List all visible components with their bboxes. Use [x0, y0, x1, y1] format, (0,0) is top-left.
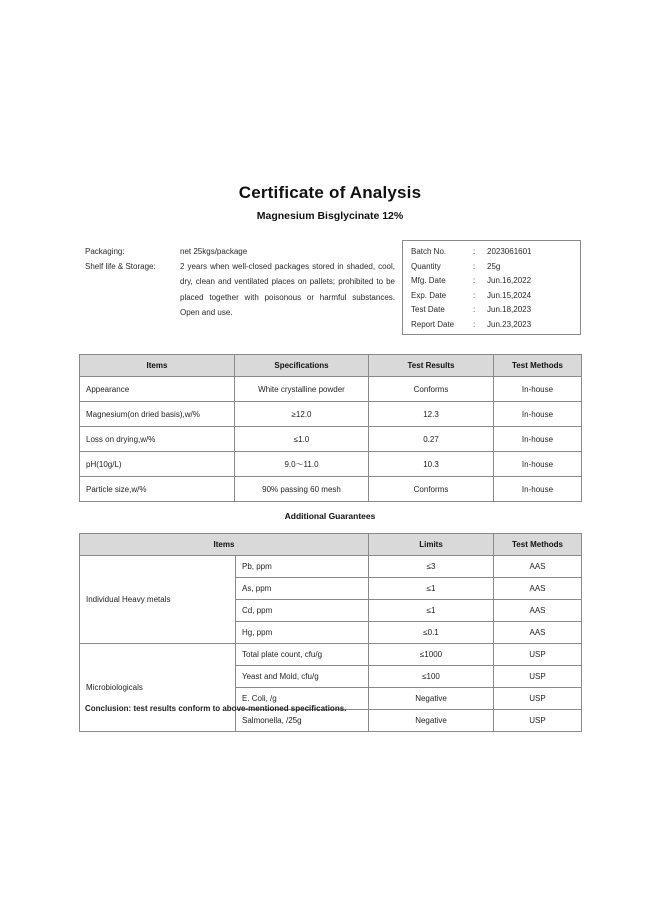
cell-item: pH(10g/L) — [80, 452, 235, 477]
cell-specification: White crystalline powder — [235, 377, 369, 402]
table-row — [80, 377, 582, 402]
batch-info-colon: : — [473, 261, 476, 271]
cell-item: Particle size,w/% — [80, 477, 235, 502]
table-row — [80, 452, 582, 477]
batch-info-box — [402, 240, 581, 335]
column-header-items: Items — [80, 534, 369, 556]
cell-group-name: Individual Heavy metals — [80, 556, 236, 644]
cell-test-method: AAS — [494, 578, 582, 600]
batch-info-row — [411, 303, 580, 318]
column-header-specifications: Specifications — [235, 355, 369, 377]
cell-limit: Negative — [369, 710, 494, 732]
batch-info-value: Jun.16,2022 — [487, 276, 532, 286]
cell-item: Salmonella, /25g — [236, 710, 369, 732]
cell-specification: 90% passing 60 mesh — [235, 477, 369, 502]
column-header-test-methods: Test Methods — [494, 534, 582, 556]
cell-specification: ≤1.0 — [235, 427, 369, 452]
cell-test-method: AAS — [494, 622, 582, 644]
cell-limit: ≤1 — [369, 600, 494, 622]
cell-item: Hg, ppm — [236, 622, 369, 644]
batch-info-colon: : — [473, 290, 476, 300]
batch-info-value: Jun.23,2023 — [487, 319, 532, 329]
cell-test-result: 10.3 — [369, 452, 494, 477]
cell-limit: ≤0.1 — [369, 622, 494, 644]
batch-info-colon: : — [473, 305, 476, 315]
shelf-life-value: 2 years when well-closed packages stored in shaded, cool, dry, clean and ventilated places on pallets; prohibited to be placed together with poisonous or harmful substances. Open and use. — [180, 262, 395, 317]
cell-limit: ≤100 — [369, 666, 494, 688]
batch-info-row — [411, 274, 580, 289]
cell-limit: ≤1 — [369, 578, 494, 600]
product-name-subtitle: Magnesium Bisglycinate 12% — [256, 210, 404, 222]
cell-group-name: Microbiologicals — [80, 644, 236, 732]
packaging-info-block — [85, 244, 395, 320]
packaging-value: net 25kgs/package — [180, 247, 248, 256]
batch-info-key: Report Date — [411, 319, 455, 329]
cell-test-method: USP — [494, 666, 582, 688]
cell-item: Pb, ppm — [236, 556, 369, 578]
cell-item: Yeast and Mold, cfu/g — [236, 666, 369, 688]
cell-test-method: USP — [494, 688, 582, 710]
column-header-items: Items — [80, 355, 235, 377]
cell-test-method: AAS — [494, 556, 582, 578]
cell-limit: ≤1000 — [369, 644, 494, 666]
cell-test-method: USP — [494, 644, 582, 666]
batch-info-value: 25g — [487, 261, 501, 271]
column-header-limits: Limits — [369, 534, 494, 556]
page-title: Certificate of Analysis — [238, 183, 422, 202]
cell-item: Cd, ppm — [236, 600, 369, 622]
table-row — [80, 402, 582, 427]
table-row — [80, 477, 582, 502]
batch-info-key: Exp. Date — [411, 290, 447, 300]
table-row — [80, 556, 582, 578]
cell-test-method: USP — [494, 710, 582, 732]
cell-limit: Negative — [369, 688, 494, 710]
table-header-row — [80, 355, 582, 377]
cell-specification: ≥12.0 — [235, 402, 369, 427]
column-header-test-results: Test Results — [369, 355, 494, 377]
batch-info-row — [411, 289, 580, 304]
cell-test-method: In-house — [494, 477, 582, 502]
cell-test-method: In-house — [494, 402, 582, 427]
cell-limit: ≤3 — [369, 556, 494, 578]
cell-test-result: 0.27 — [369, 427, 494, 452]
shelf-life-row — [85, 259, 395, 320]
batch-info-key: Mfg. Date — [411, 276, 446, 286]
additional-guarantees-table — [79, 533, 582, 732]
batch-info-colon: : — [473, 319, 476, 329]
batch-info-value: 2023061601 — [487, 247, 532, 256]
batch-info-colon: : — [473, 247, 476, 256]
batch-info-value: Jun.18,2023 — [487, 305, 532, 315]
cell-item: E. Coli, /g — [236, 688, 369, 710]
table-row — [80, 644, 582, 666]
specifications-table — [79, 354, 582, 502]
cell-item: Total plate count, cfu/g — [236, 644, 369, 666]
cell-item: Appearance — [80, 377, 235, 402]
batch-info-key: Quantity — [411, 261, 441, 271]
batch-info-row — [411, 245, 580, 260]
cell-test-method: In-house — [494, 452, 582, 477]
cell-specification: 9.0～11.0 — [235, 452, 369, 477]
batch-info-colon: : — [473, 276, 476, 286]
batch-info-row — [411, 318, 580, 333]
conclusion-text: Conclusion: test results conform to above-mentioned specifications. — [85, 704, 347, 713]
cell-test-method: In-house — [494, 427, 582, 452]
cell-item: Loss on drying,w/% — [80, 427, 235, 452]
additional-guarantees-heading: Additional Guarantees — [284, 511, 376, 521]
cell-test-result: 12.3 — [369, 402, 494, 427]
shelf-life-label: Shelf life & Storage: — [85, 262, 156, 272]
batch-info-key: Test Date — [411, 305, 445, 315]
specifications-table-body — [80, 377, 582, 502]
cell-item: Magnesium(on dried basis),w/% — [80, 402, 235, 427]
table-header-row — [80, 534, 582, 556]
batch-info-list — [411, 245, 580, 333]
cell-test-result: Conforms — [369, 377, 494, 402]
cell-test-result: Conforms — [369, 477, 494, 502]
cell-test-method: In-house — [494, 377, 582, 402]
batch-info-row — [411, 260, 580, 275]
column-header-test-methods: Test Methods — [494, 355, 582, 377]
table-row — [80, 427, 582, 452]
packaging-row — [85, 244, 395, 259]
batch-info-key: Batch No. — [411, 247, 447, 256]
cell-test-method: AAS — [494, 600, 582, 622]
batch-info-value: Jun.15,2024 — [487, 290, 532, 300]
packaging-label: Packaging: — [85, 247, 125, 256]
cell-item: As, ppm — [236, 578, 369, 600]
